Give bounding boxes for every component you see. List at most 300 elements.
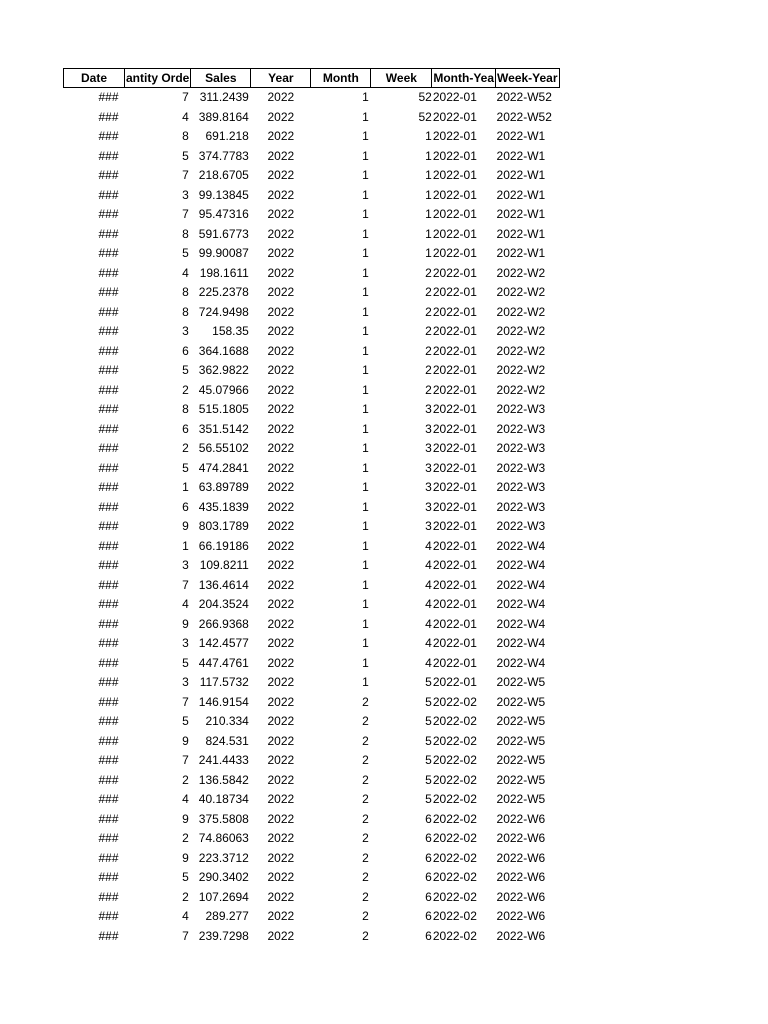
cell-date[interactable]: ###: [98, 363, 119, 378]
cell-month-year[interactable]: 2022-01: [432, 265, 477, 280]
cell-sales[interactable]: 311.2439: [199, 90, 249, 105]
cell-date[interactable]: ###: [98, 148, 119, 163]
cell-week-year[interactable]: 2022-W3: [496, 519, 546, 534]
cell-year[interactable]: 2022: [267, 850, 295, 865]
cell-year[interactable]: 2022: [267, 499, 295, 514]
cell-year[interactable]: 2022: [267, 226, 295, 241]
cell-week-year[interactable]: 2022-W4: [496, 558, 546, 573]
cell-date[interactable]: ###: [98, 246, 119, 261]
cell-quantity[interactable]: 9: [182, 811, 189, 826]
cell-date[interactable]: ###: [98, 480, 119, 495]
cell-date[interactable]: ###: [98, 343, 119, 358]
cell-date[interactable]: ###: [98, 324, 119, 339]
cell-year[interactable]: 2022: [267, 246, 295, 261]
cell-week[interactable]: 2: [425, 285, 432, 300]
cell-year[interactable]: 2022: [267, 90, 295, 105]
cell-date[interactable]: ###: [98, 655, 119, 670]
cell-quantity[interactable]: 5: [182, 148, 189, 163]
cell-month[interactable]: 1: [362, 363, 369, 378]
cell-week[interactable]: 2: [425, 343, 432, 358]
cell-quantity[interactable]: 3: [182, 187, 189, 202]
cell-year[interactable]: 2022: [267, 519, 295, 534]
cell-week-year[interactable]: 2022-W1: [496, 207, 546, 222]
cell-week[interactable]: 1: [425, 226, 432, 241]
header-week-year[interactable]: Week-Year: [496, 69, 560, 88]
cell-month-year[interactable]: 2022-01: [432, 285, 477, 300]
cell-week[interactable]: 1: [425, 207, 432, 222]
cell-year[interactable]: 2022: [267, 382, 295, 397]
cell-sales[interactable]: 74.86063: [198, 831, 249, 846]
cell-year[interactable]: 2022: [267, 753, 295, 768]
cell-month[interactable]: 1: [362, 402, 369, 417]
cell-week-year[interactable]: 2022-W3: [496, 499, 546, 514]
cell-week[interactable]: 4: [425, 655, 432, 670]
cell-week-year[interactable]: 2022-W6: [496, 889, 546, 904]
cell-quantity[interactable]: 4: [182, 792, 189, 807]
cell-week-year[interactable]: 2022-W2: [496, 285, 546, 300]
cell-year[interactable]: 2022: [267, 909, 295, 924]
cell-week-year[interactable]: 2022-W3: [496, 441, 546, 456]
cell-month[interactable]: 2: [362, 733, 369, 748]
cell-month[interactable]: 1: [362, 655, 369, 670]
cell-month-year[interactable]: 2022-01: [432, 168, 477, 183]
cell-month[interactable]: 1: [362, 538, 369, 553]
cell-date[interactable]: ###: [98, 753, 119, 768]
cell-year[interactable]: 2022: [267, 792, 295, 807]
cell-sales[interactable]: 289.277: [205, 909, 249, 924]
cell-date[interactable]: ###: [98, 421, 119, 436]
cell-date[interactable]: ###: [98, 636, 119, 651]
cell-quantity[interactable]: 8: [182, 226, 189, 241]
cell-week-year[interactable]: 2022-W5: [496, 792, 546, 807]
cell-month-year[interactable]: 2022-01: [432, 655, 477, 670]
cell-week-year[interactable]: 2022-W4: [496, 538, 546, 553]
header-year[interactable]: Year: [251, 69, 311, 88]
cell-month[interactable]: 2: [362, 792, 369, 807]
cell-date[interactable]: ###: [98, 499, 119, 514]
cell-month-year[interactable]: 2022-01: [432, 226, 477, 241]
cell-month[interactable]: 1: [362, 226, 369, 241]
cell-year[interactable]: 2022: [267, 714, 295, 729]
cell-year[interactable]: 2022: [267, 870, 295, 885]
cell-sales[interactable]: 136.4614: [198, 577, 249, 592]
cell-sales[interactable]: 591.6773: [198, 226, 249, 241]
cell-year[interactable]: 2022: [267, 109, 295, 124]
cell-date[interactable]: ###: [98, 168, 119, 183]
cell-sales[interactable]: 824.531: [205, 733, 249, 748]
cell-date[interactable]: ###: [98, 285, 119, 300]
cell-sales[interactable]: 136.5842: [198, 772, 249, 787]
cell-year[interactable]: 2022: [267, 928, 295, 943]
cell-month-year[interactable]: 2022-01: [432, 109, 477, 124]
cell-date[interactable]: ###: [98, 207, 119, 222]
cell-month[interactable]: 1: [362, 109, 369, 124]
cell-sales[interactable]: 117.5732: [199, 675, 249, 690]
cell-quantity[interactable]: 3: [182, 636, 189, 651]
cell-month[interactable]: 2: [362, 909, 369, 924]
cell-year[interactable]: 2022: [267, 597, 295, 612]
cell-quantity[interactable]: 1: [182, 538, 189, 553]
cell-month-year[interactable]: 2022-01: [432, 382, 477, 397]
cell-date[interactable]: ###: [98, 733, 119, 748]
cell-week[interactable]: 6: [425, 928, 432, 943]
cell-week[interactable]: 6: [425, 909, 432, 924]
cell-date[interactable]: ###: [98, 694, 119, 709]
cell-date[interactable]: ###: [98, 538, 119, 553]
cell-month[interactable]: 1: [362, 265, 369, 280]
cell-month[interactable]: 2: [362, 772, 369, 787]
cell-month[interactable]: 2: [362, 850, 369, 865]
cell-quantity[interactable]: 5: [182, 460, 189, 475]
cell-sales[interactable]: 435.1839: [198, 499, 249, 514]
cell-month-year[interactable]: 2022-02: [432, 928, 477, 943]
cell-date[interactable]: ###: [98, 558, 119, 573]
cell-sales[interactable]: 95.47316: [198, 207, 249, 222]
cell-quantity[interactable]: 7: [182, 90, 189, 105]
cell-week[interactable]: 6: [425, 811, 432, 826]
cell-quantity[interactable]: 9: [182, 616, 189, 631]
cell-sales[interactable]: 239.7298: [198, 928, 249, 943]
cell-month-year[interactable]: 2022-02: [432, 831, 477, 846]
cell-sales[interactable]: 223.3712: [198, 850, 249, 865]
cell-date[interactable]: ###: [98, 304, 119, 319]
cell-month[interactable]: 1: [362, 343, 369, 358]
cell-month[interactable]: 1: [362, 616, 369, 631]
cell-month[interactable]: 1: [362, 636, 369, 651]
cell-week-year[interactable]: 2022-W4: [496, 655, 546, 670]
cell-month[interactable]: 1: [362, 577, 369, 592]
cell-month-year[interactable]: 2022-01: [432, 246, 477, 261]
cell-year[interactable]: 2022: [267, 343, 295, 358]
cell-quantity[interactable]: 4: [182, 109, 189, 124]
cell-year[interactable]: 2022: [267, 831, 295, 846]
cell-date[interactable]: ###: [98, 616, 119, 631]
cell-quantity[interactable]: 7: [182, 168, 189, 183]
cell-week[interactable]: 4: [425, 616, 432, 631]
cell-week-year[interactable]: 2022-W1: [496, 168, 546, 183]
cell-year[interactable]: 2022: [267, 460, 295, 475]
cell-sales[interactable]: 447.4761: [198, 655, 249, 670]
cell-quantity[interactable]: 6: [182, 343, 189, 358]
cell-week[interactable]: 2: [425, 382, 432, 397]
cell-year[interactable]: 2022: [267, 694, 295, 709]
cell-quantity[interactable]: 2: [182, 441, 189, 456]
cell-week[interactable]: 3: [425, 460, 432, 475]
cell-date[interactable]: ###: [98, 109, 119, 124]
cell-year[interactable]: 2022: [267, 889, 295, 904]
header-date[interactable]: Date: [64, 69, 125, 88]
cell-week[interactable]: 5: [425, 792, 432, 807]
cell-quantity[interactable]: 5: [182, 246, 189, 261]
cell-week-year[interactable]: 2022-W3: [496, 402, 546, 417]
header-month[interactable]: Month: [311, 69, 371, 88]
cell-year[interactable]: 2022: [267, 733, 295, 748]
cell-quantity[interactable]: 4: [182, 265, 189, 280]
cell-sales[interactable]: 204.3524: [198, 597, 249, 612]
cell-sales[interactable]: 218.6705: [198, 168, 249, 183]
cell-week[interactable]: 1: [425, 129, 432, 144]
cell-week-year[interactable]: 2022-W4: [496, 616, 546, 631]
cell-date[interactable]: ###: [98, 577, 119, 592]
cell-sales[interactable]: 364.1688: [198, 343, 249, 358]
cell-week[interactable]: 4: [425, 636, 432, 651]
cell-month-year[interactable]: 2022-02: [432, 792, 477, 807]
cell-sales[interactable]: 290.3402: [198, 870, 249, 885]
cell-quantity[interactable]: 8: [182, 129, 189, 144]
cell-week-year[interactable]: 2022-W4: [496, 636, 546, 651]
cell-month[interactable]: 1: [362, 499, 369, 514]
cell-date[interactable]: ###: [98, 909, 119, 924]
cell-quantity[interactable]: 7: [182, 577, 189, 592]
cell-week-year[interactable]: 2022-W4: [496, 597, 546, 612]
cell-sales[interactable]: 40.18734: [198, 792, 249, 807]
cell-month[interactable]: 2: [362, 694, 369, 709]
cell-month[interactable]: 1: [362, 675, 369, 690]
header-month-year[interactable]: Month-Yea: [432, 69, 496, 88]
cell-year[interactable]: 2022: [267, 616, 295, 631]
cell-week[interactable]: 3: [425, 402, 432, 417]
cell-quantity[interactable]: 3: [182, 324, 189, 339]
cell-sales[interactable]: 158.35: [212, 324, 249, 339]
cell-month[interactable]: 1: [362, 421, 369, 436]
cell-quantity[interactable]: 5: [182, 870, 189, 885]
cell-week[interactable]: 4: [425, 597, 432, 612]
cell-month[interactable]: 2: [362, 928, 369, 943]
cell-week-year[interactable]: 2022-W4: [496, 577, 546, 592]
cell-month-year[interactable]: 2022-01: [432, 597, 477, 612]
cell-year[interactable]: 2022: [267, 402, 295, 417]
cell-week[interactable]: 5: [425, 675, 432, 690]
cell-week-year[interactable]: 2022-W1: [496, 226, 546, 241]
cell-year[interactable]: 2022: [267, 304, 295, 319]
cell-month-year[interactable]: 2022-01: [432, 675, 477, 690]
cell-month[interactable]: 2: [362, 831, 369, 846]
cell-week-year[interactable]: 2022-W5: [496, 694, 546, 709]
cell-month-year[interactable]: 2022-02: [432, 850, 477, 865]
cell-week-year[interactable]: 2022-W5: [496, 675, 546, 690]
cell-date[interactable]: ###: [98, 226, 119, 241]
cell-month-year[interactable]: 2022-01: [432, 616, 477, 631]
cell-year[interactable]: 2022: [267, 558, 295, 573]
cell-week-year[interactable]: 2022-W1: [496, 148, 546, 163]
cell-month[interactable]: 1: [362, 441, 369, 456]
cell-week[interactable]: 4: [425, 577, 432, 592]
cell-week[interactable]: 5: [425, 714, 432, 729]
cell-week-year[interactable]: 2022-W5: [496, 733, 546, 748]
cell-sales[interactable]: 374.7783: [198, 148, 249, 163]
cell-year[interactable]: 2022: [267, 441, 295, 456]
cell-sales[interactable]: 225.2378: [198, 285, 249, 300]
cell-date[interactable]: ###: [98, 870, 119, 885]
cell-year[interactable]: 2022: [267, 421, 295, 436]
cell-year[interactable]: 2022: [267, 148, 295, 163]
cell-year[interactable]: 2022: [267, 207, 295, 222]
cell-week-year[interactable]: 2022-W52: [496, 90, 552, 105]
cell-sales[interactable]: 107.2694: [198, 889, 249, 904]
cell-week-year[interactable]: 2022-W2: [496, 363, 546, 378]
cell-quantity[interactable]: 8: [182, 285, 189, 300]
cell-month-year[interactable]: 2022-01: [432, 148, 477, 163]
cell-year[interactable]: 2022: [267, 636, 295, 651]
cell-quantity[interactable]: 7: [182, 753, 189, 768]
cell-month[interactable]: 2: [362, 811, 369, 826]
cell-week[interactable]: 4: [425, 538, 432, 553]
cell-week[interactable]: 52: [418, 109, 432, 124]
cell-month-year[interactable]: 2022-02: [432, 733, 477, 748]
cell-sales[interactable]: 351.5142: [198, 421, 249, 436]
cell-sales[interactable]: 99.13845: [198, 187, 249, 202]
cell-week-year[interactable]: 2022-W5: [496, 753, 546, 768]
cell-sales[interactable]: 99.90087: [198, 246, 249, 261]
cell-quantity[interactable]: 8: [182, 402, 189, 417]
cell-week[interactable]: 5: [425, 753, 432, 768]
cell-month[interactable]: 2: [362, 753, 369, 768]
cell-date[interactable]: ###: [98, 129, 119, 144]
cell-month-year[interactable]: 2022-01: [432, 636, 477, 651]
cell-sales[interactable]: 142.4577: [198, 636, 249, 651]
cell-year[interactable]: 2022: [267, 480, 295, 495]
cell-year[interactable]: 2022: [267, 655, 295, 670]
cell-year[interactable]: 2022: [267, 675, 295, 690]
cell-month-year[interactable]: 2022-01: [432, 577, 477, 592]
cell-sales[interactable]: 724.9498: [198, 304, 249, 319]
cell-quantity[interactable]: 2: [182, 831, 189, 846]
cell-week[interactable]: 3: [425, 480, 432, 495]
cell-week-year[interactable]: 2022-W52: [496, 109, 552, 124]
cell-week-year[interactable]: 2022-W6: [496, 831, 546, 846]
cell-month[interactable]: 1: [362, 382, 369, 397]
cell-quantity[interactable]: 2: [182, 889, 189, 904]
cell-week-year[interactable]: 2022-W2: [496, 382, 546, 397]
cell-week[interactable]: 1: [425, 187, 432, 202]
cell-year[interactable]: 2022: [267, 577, 295, 592]
cell-sales[interactable]: 198.1611: [199, 265, 249, 280]
cell-quantity[interactable]: 7: [182, 928, 189, 943]
cell-month[interactable]: 1: [362, 168, 369, 183]
cell-month-year[interactable]: 2022-02: [432, 889, 477, 904]
cell-month[interactable]: 1: [362, 324, 369, 339]
cell-week-year[interactable]: 2022-W1: [496, 246, 546, 261]
cell-date[interactable]: ###: [98, 675, 119, 690]
cell-month-year[interactable]: 2022-01: [432, 460, 477, 475]
cell-month-year[interactable]: 2022-01: [432, 207, 477, 222]
cell-date[interactable]: ###: [98, 831, 119, 846]
cell-quantity[interactable]: 7: [182, 694, 189, 709]
cell-week[interactable]: 6: [425, 831, 432, 846]
cell-week[interactable]: 2: [425, 304, 432, 319]
cell-week-year[interactable]: 2022-W6: [496, 870, 546, 885]
cell-year[interactable]: 2022: [267, 811, 295, 826]
cell-date[interactable]: ###: [98, 382, 119, 397]
cell-month[interactable]: 1: [362, 519, 369, 534]
cell-week[interactable]: 1: [425, 168, 432, 183]
cell-month[interactable]: 2: [362, 889, 369, 904]
cell-month-year[interactable]: 2022-01: [432, 402, 477, 417]
cell-week[interactable]: 6: [425, 870, 432, 885]
cell-month-year[interactable]: 2022-02: [432, 753, 477, 768]
cell-date[interactable]: ###: [98, 811, 119, 826]
cell-month[interactable]: 1: [362, 304, 369, 319]
cell-quantity[interactable]: 4: [182, 909, 189, 924]
cell-month-year[interactable]: 2022-01: [432, 363, 477, 378]
cell-sales[interactable]: 241.4433: [198, 753, 249, 768]
cell-week[interactable]: 3: [425, 441, 432, 456]
cell-year[interactable]: 2022: [267, 772, 295, 787]
cell-month[interactable]: 2: [362, 714, 369, 729]
cell-month-year[interactable]: 2022-01: [432, 187, 477, 202]
cell-month[interactable]: 1: [362, 148, 369, 163]
cell-month-year[interactable]: 2022-01: [432, 324, 477, 339]
cell-week[interactable]: 6: [425, 889, 432, 904]
cell-month-year[interactable]: 2022-02: [432, 714, 477, 729]
cell-quantity[interactable]: 9: [182, 850, 189, 865]
cell-date[interactable]: ###: [98, 90, 119, 105]
cell-week[interactable]: 1: [425, 246, 432, 261]
cell-week[interactable]: 3: [425, 499, 432, 514]
cell-year[interactable]: 2022: [267, 363, 295, 378]
cell-month-year[interactable]: 2022-01: [432, 304, 477, 319]
cell-sales[interactable]: 210.334: [205, 714, 249, 729]
cell-month-year[interactable]: 2022-02: [432, 811, 477, 826]
cell-week-year[interactable]: 2022-W1: [496, 187, 546, 202]
cell-quantity[interactable]: 5: [182, 655, 189, 670]
cell-quantity[interactable]: 3: [182, 558, 189, 573]
cell-date[interactable]: ###: [98, 597, 119, 612]
cell-week-year[interactable]: 2022-W5: [496, 714, 546, 729]
cell-date[interactable]: ###: [98, 850, 119, 865]
cell-year[interactable]: 2022: [267, 538, 295, 553]
cell-quantity[interactable]: 2: [182, 382, 189, 397]
cell-month[interactable]: 1: [362, 207, 369, 222]
cell-date[interactable]: ###: [98, 441, 119, 456]
cell-month-year[interactable]: 2022-02: [432, 694, 477, 709]
cell-week-year[interactable]: 2022-W2: [496, 304, 546, 319]
cell-month[interactable]: 1: [362, 246, 369, 261]
cell-week[interactable]: 5: [425, 733, 432, 748]
cell-week[interactable]: 5: [425, 772, 432, 787]
cell-week-year[interactable]: 2022-W3: [496, 460, 546, 475]
cell-month-year[interactable]: 2022-01: [432, 558, 477, 573]
cell-sales[interactable]: 146.9154: [198, 694, 249, 709]
cell-quantity[interactable]: 9: [182, 519, 189, 534]
cell-month-year[interactable]: 2022-01: [432, 480, 477, 495]
cell-month-year[interactable]: 2022-01: [432, 129, 477, 144]
header-sales[interactable]: Sales: [191, 69, 251, 88]
cell-date[interactable]: ###: [98, 460, 119, 475]
cell-sales[interactable]: 109.8211: [199, 558, 249, 573]
header-quantity-ordered[interactable]: antity Orde: [125, 69, 191, 88]
cell-week-year[interactable]: 2022-W6: [496, 909, 546, 924]
cell-month-year[interactable]: 2022-01: [432, 499, 477, 514]
cell-quantity[interactable]: 5: [182, 714, 189, 729]
cell-week[interactable]: 3: [425, 421, 432, 436]
cell-year[interactable]: 2022: [267, 285, 295, 300]
cell-week-year[interactable]: 2022-W3: [496, 480, 546, 495]
cell-sales[interactable]: 389.8164: [198, 109, 249, 124]
cell-month-year[interactable]: 2022-01: [432, 421, 477, 436]
cell-date[interactable]: ###: [98, 714, 119, 729]
cell-sales[interactable]: 66.19186: [198, 538, 249, 553]
cell-year[interactable]: 2022: [267, 187, 295, 202]
cell-week[interactable]: 52: [418, 90, 432, 105]
cell-month[interactable]: 2: [362, 870, 369, 885]
cell-week[interactable]: 4: [425, 558, 432, 573]
cell-date[interactable]: ###: [98, 889, 119, 904]
cell-week-year[interactable]: 2022-W5: [496, 772, 546, 787]
cell-month-year[interactable]: 2022-02: [432, 909, 477, 924]
header-week[interactable]: Week: [371, 69, 432, 88]
cell-year[interactable]: 2022: [267, 168, 295, 183]
